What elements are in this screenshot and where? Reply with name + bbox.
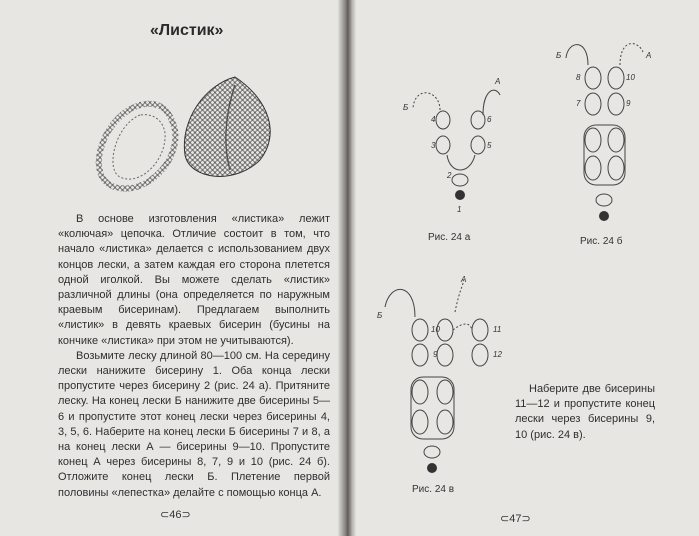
fig-label: А bbox=[461, 275, 467, 284]
leaf-illustration bbox=[85, 75, 285, 190]
fig-label: А bbox=[495, 77, 501, 86]
fig-label: Б bbox=[556, 51, 562, 60]
page-num-ornament-icon: ⊂ bbox=[500, 513, 510, 525]
fig-label: 5 bbox=[487, 141, 492, 150]
left-body-text bbox=[58, 212, 330, 501]
figure-caption: Рис. 24 а bbox=[428, 232, 471, 243]
fig-label: 12 bbox=[493, 350, 502, 359]
page-title: «Листик» bbox=[150, 22, 224, 39]
paragraph: В основе изготовления «листика» лежит «колючая» цепочка. Отличие состоит в том, что начало «листика» делается с использованием двух концов лески, а затем каждая его сторона плетется одной иголкой. Вы можете сделать «листик» различной длины (она определяется по наружным краевым бисеринам). Предлагаем выполнить «листик» в девять краевых бисерин (бусины на кончике «листика» при этом не учитываются). bbox=[58, 213, 330, 347]
fig-label: Б bbox=[403, 103, 409, 112]
small-leaf-inner bbox=[113, 115, 165, 179]
fig-label: 6 bbox=[487, 115, 492, 124]
paragraph: Наберите две бисерины 11—12 и пропустите конец лески через бисерины 9, 10 (рис. 24 в). bbox=[515, 383, 655, 441]
figure-caption: Рис. 24 в bbox=[412, 484, 455, 495]
fig-label: 9 bbox=[433, 350, 438, 359]
fig-label: Б bbox=[377, 311, 383, 320]
page-num-ornament-icon: ⊃ bbox=[181, 509, 191, 521]
page-number-right: ⊂47⊃ bbox=[500, 513, 531, 525]
fig-label: 11 bbox=[493, 325, 502, 334]
fig-label: 3 bbox=[431, 141, 436, 150]
fig-label: 4 bbox=[431, 115, 436, 124]
right-side-text bbox=[515, 382, 655, 443]
fig-label: 10 bbox=[431, 325, 440, 334]
fig-label: 8 bbox=[576, 73, 581, 82]
fig-label: 10 bbox=[626, 73, 635, 82]
paragraph: Возьмите леску длиной 80—100 см. На середину лески нанижите бисерину 1. Оба конца лески пропустите через бисерину 2 (рис. 24 а). Притяните леску. На конец лески Б нанижите две бисерины 5—6 и пропустите этот конец лески через бисерины 4, 3, 5, 6. Наберите на конец лески Б бисерины 7 и 8, а на конец лески А — бисерины 9—10. Пропустите конец А через бисерины 8, 7, 9 и 10 (рис. 24 б). Отложите конец лески Б. Плетение первой половины «лепестка» делайте с помощью конца А. bbox=[58, 349, 330, 499]
fig-label: А bbox=[646, 51, 652, 60]
book-gutter bbox=[338, 0, 356, 536]
fig-label: 7 bbox=[576, 99, 581, 108]
page-num-ornament-icon: ⊃ bbox=[521, 513, 531, 525]
fig-label: 9 bbox=[626, 99, 631, 108]
small-leaf-outline bbox=[99, 104, 176, 189]
page-number-left: ⊂46⊃ bbox=[160, 509, 191, 521]
fig-label: 1 bbox=[457, 205, 462, 214]
figure-caption: Рис. 24 б bbox=[580, 236, 623, 247]
fig-label: 2 bbox=[447, 171, 452, 180]
page-num-ornament-icon: ⊂ bbox=[160, 509, 170, 521]
figure-24b bbox=[548, 40, 668, 230]
figure-24c bbox=[375, 275, 515, 482]
figure-24a bbox=[395, 77, 515, 214]
